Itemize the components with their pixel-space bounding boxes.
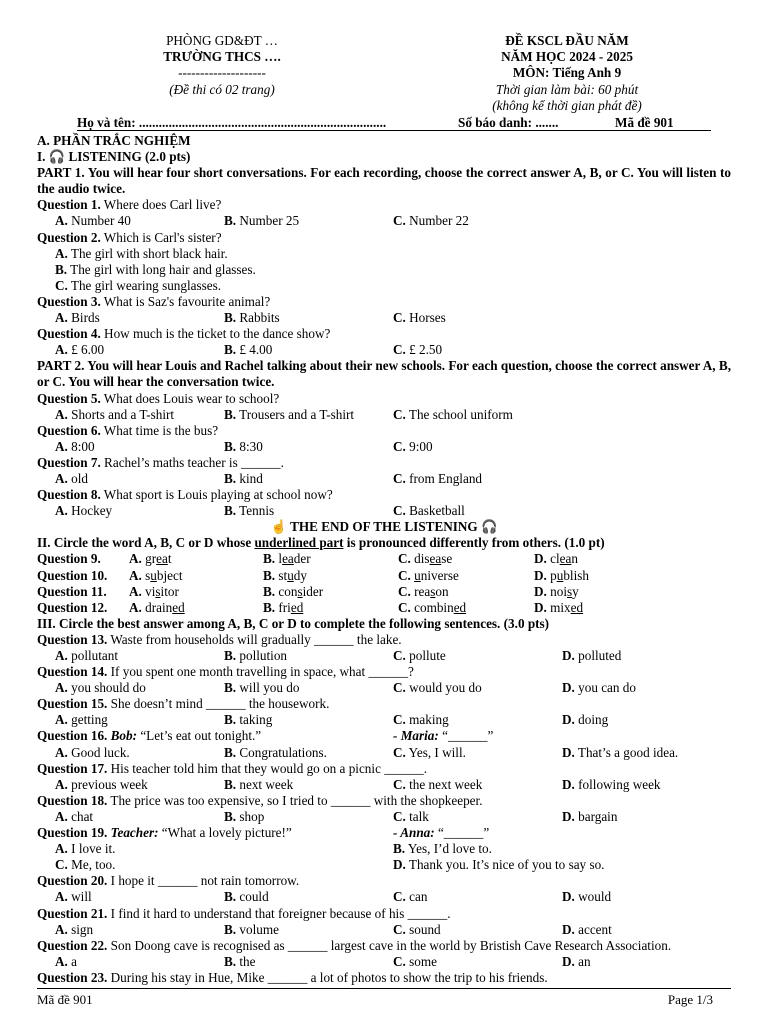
question-21: Question 21. I find it hard to understand that foreigner because of his ______. [37,905,451,921]
option-b[interactable]: B. kind [224,470,263,486]
option-c[interactable]: C. would you do [393,680,482,696]
option-c[interactable]: C. Number 22 [393,213,469,229]
underlined-sound: u [150,567,157,583]
question-22: Question 22. Son Doong cave is recognised as ______ largest cave in the world by Bristish Cave Research Association. [37,937,672,953]
underlined-sound: ea [559,551,572,567]
option-c[interactable]: C. can [393,889,428,905]
pronunciation-question: Question 11. A. visitor B. consider C. reason D. noisy [37,583,579,599]
option-a[interactable]: A. 8:00 [55,438,95,454]
option-a[interactable]: A. sign [55,921,94,937]
question-21-options [37,922,731,938]
question-23: Question 23. During his stay in Hue, Mike ______ a lot of photos to show the trip to his friends. [37,969,548,985]
option-a[interactable]: A. I love it. [55,841,116,857]
option-a[interactable]: A. Good luck. [55,744,130,760]
question-17-options [37,777,731,793]
question-19-options-cd [37,857,731,873]
header-rule [77,130,711,131]
part1-instruction: PART 1. You will hear four short conversations. For each recording, choose the correct answer A, B, or C. You will listen to the audio twice. [37,165,731,197]
option-a[interactable]: A. will [55,889,92,905]
option-a[interactable]: A. great [129,551,172,567]
question-2: Question 2. Which is Carl's sister? [37,229,222,245]
option-c[interactable]: C. sound [393,921,441,937]
option-d[interactable]: D. Thank you. It’s nice of you to say so. [393,857,605,873]
option-b[interactable]: B. consider [263,583,324,599]
option-c[interactable]: C. universe [398,567,459,583]
option-a[interactable]: A. chat [55,808,94,824]
question-14-options [37,680,731,696]
option-d[interactable]: D. doing [562,712,609,728]
end-of-listening: ☝️ THE END OF THE LISTENING 🎧 [270,519,498,535]
question-19-options-ab [37,841,731,857]
section-3-instruction: III. Circle the best answer among A, B, C or D to complete the following sentences. (3.0 pts) [37,615,550,631]
option-b[interactable]: B. leader [263,551,311,567]
option-c[interactable]: C. the next week [393,776,483,792]
option-c[interactable]: C. 9:00 [393,438,433,454]
exam-body [37,133,731,986]
option-a[interactable]: A. Hockey [55,503,113,519]
question-16: Question 16. Bob: “Let’s eat out tonight.” - Maria: “______” [37,728,494,744]
pronunciation-question: Question 10. A. subject B. study C. universe D. publish [37,567,589,583]
question-4-options [37,342,731,358]
question-20-options [37,889,731,905]
header-divider: -------------------- [178,65,266,80]
option-a[interactable]: A. visitor [129,583,179,599]
question-3: Question 3. What is Saz's favourite animal? [37,293,271,309]
time-limit: Thời gian làm bài: 60 phút [495,82,639,97]
exam-header [37,33,731,133]
option-a[interactable]: A. Birds [55,310,100,326]
option-d[interactable]: D. clean [534,551,578,567]
option-a[interactable]: A. £ 6.00 [55,342,105,358]
question-5-options [37,407,731,423]
option-d[interactable]: D. you can do [562,680,636,696]
option-d[interactable]: D. bargain [562,808,618,824]
option-c[interactable]: C. combined [398,599,467,615]
question-5: Question 5. What does Louis wear to school? [37,390,280,406]
option-c[interactable]: C. pollute [393,648,446,663]
pronunciation-question: Question 9. A. great B. leader C. disease D. clean [37,551,578,567]
question-3-options [37,310,731,326]
underlined-sound: u [556,567,564,583]
option-a[interactable]: A. a [55,953,77,969]
page-number: Page 1/3 [667,992,713,1007]
option-c[interactable]: C. reason [398,583,449,599]
name-field: Họ và tên: ........................................................................... [77,115,387,130]
question-1-options [37,213,731,229]
option-b[interactable]: B. Congratulations. [224,744,327,760]
question-4: Question 4. How much is the ticket to the dance show? [37,326,331,342]
exam-code: Mã đề 901 [615,115,674,130]
option-b[interactable]: B. study [263,567,307,583]
option-a[interactable]: A. drained [129,599,185,615]
option-c[interactable]: C. talk [393,808,429,824]
option-c[interactable]: C. The school uniform [393,406,513,422]
option-a[interactable]: A. Shorts and a T-shirt [55,406,175,422]
question-6-options [37,439,731,455]
option-b[interactable]: B. next week [224,776,294,792]
question-19: Question 19. Teacher: “What a lovely picture!” - Anna: “______” [37,825,490,841]
option-a[interactable]: A. subject [129,567,183,583]
question-7-options [37,471,731,487]
underlined-sound: ed [290,599,304,615]
subject: MÔN: Tiếng Anh 9 [512,65,622,80]
option-a[interactable]: A. you should do [55,680,146,696]
option-a[interactable]: A. The girl with short black hair. [55,245,228,261]
question-14: Question 14. If you spent one month travelling in space, what ______? [37,664,414,680]
option-a[interactable]: A. previous week [55,776,148,792]
option-c[interactable]: C. The girl wearing sunglasses. [55,277,222,293]
pronunciation-questions [37,551,731,615]
question-8-options [37,503,731,519]
question-16-options [37,745,731,761]
footer-exam-code: Mã đề 901 [37,992,93,1007]
option-a[interactable]: A. old [55,470,88,486]
school-name: TRƯỜNG THCS …. [163,49,281,64]
option-d[interactable]: D. That’s a good idea. [562,744,679,760]
page-count-note: (Đề thi có 02 trang) [169,82,275,97]
option-c[interactable]: C. Basketball [393,503,465,519]
option-b[interactable]: B. Number 25 [224,213,300,229]
option-b[interactable]: B. volume [224,921,279,937]
underlined-sound: ea [282,551,294,567]
option-b[interactable]: B. fried [263,599,304,615]
underlined-sound: s [297,583,303,599]
underlined-sound: ea [156,551,168,567]
question-13: Question 13. Waste from households will gradually ______ the lake. [37,631,402,647]
question-15-options [37,712,731,728]
option-b[interactable]: B. Trousers and a T-shirt [224,406,355,422]
option-c[interactable]: C. from England [393,470,483,486]
question-18: Question 18. The price was too expensive, so I tried to ______ with the shopkeeper. [37,792,483,808]
option-d[interactable]: D. mixed [534,599,584,615]
underlined-sound: ed [172,599,185,615]
time-note: (không kể thời gian phát đề) [492,98,642,113]
option-b[interactable]: B. shop [224,808,265,824]
option-b[interactable]: B. pollution [224,648,288,663]
option-b[interactable]: B. Rabbits [224,310,280,326]
option-d[interactable]: D. an [562,953,591,969]
question-8: Question 8. What sport is Louis playing at school now? [37,487,333,503]
question-1: Question 1. Where does Carl live? [37,197,222,213]
question-7: Question 7. Rachel’s maths teacher is ______. [37,454,284,470]
option-d[interactable]: D. publish [534,567,589,583]
pronunciation-question: Question 12. A. drained B. fried C. combined D. mixed [37,599,584,615]
option-b[interactable]: B. Tennis [224,503,275,519]
option-d[interactable]: D. polluted [562,648,622,663]
underlined-sound: ea [429,551,442,567]
option-c[interactable]: C. Yes, I will. [393,744,466,760]
candidate-number-field: Số báo danh: ....... [458,115,559,130]
underlined-sound: u [414,567,421,583]
option-a[interactable]: A. getting [55,712,108,728]
underlined-sound: ed [453,599,467,615]
question-17: Question 17. His teacher told him that they would go on a picnic ______. [37,760,428,776]
underlined-sound: u [287,567,294,583]
option-b[interactable]: B. £ 4.00 [224,342,273,358]
question-15: Question 15. She doesn’t mind ______ the housework. [37,696,330,712]
option-c[interactable]: C. Horses [393,310,446,326]
option-b[interactable]: B. Yes, I’d love to. [393,841,492,857]
option-b[interactable]: B. The girl with long hair and glasses. [55,261,256,277]
option-c[interactable]: C. some [393,953,437,969]
option-d[interactable]: D. accent [562,921,612,937]
question-13-options [37,648,731,664]
option-a[interactable]: A. pollutant [55,648,119,663]
school-year: NĂM HỌC 2024 - 2025 [501,49,633,64]
section-2-instruction: II. Circle the word A, B, C or D whose underlined part is pronounced differently from others. (1.0 pt) [37,535,605,551]
underlined-sound: s [155,583,161,599]
option-c[interactable]: C. Me, too. [55,857,116,873]
option-c[interactable]: C. £ 2.50 [393,342,443,358]
option-b[interactable]: B. will you do [224,680,300,696]
option-b[interactable]: B. taking [224,712,273,728]
option-b[interactable]: B. 8:30 [224,438,263,454]
option-d[interactable]: D. would [562,889,612,905]
exam-title: ĐỀ KSCL ĐẦU NĂM [505,33,629,48]
part2-instruction: PART 2. You will hear Louis and Rachel talking about their new schools. For each question, choose the correct answer A, B, or C. You will hear the conversation twice. [37,358,731,390]
question-18-options [37,809,731,825]
page-footer [37,988,731,1007]
section-a-title: A. PHẦN TRẮC NGHIỆM [37,133,191,148]
option-d[interactable]: D. noisy [534,583,579,599]
listening-title: I. 🎧 LISTENING (2.0 pts) [37,149,191,165]
question-6: Question 6. What time is the bus? [37,422,219,438]
question-22-options [37,954,731,970]
option-a[interactable]: A. Number 40 [55,213,131,229]
option-c[interactable]: C. making [393,712,449,728]
option-b[interactable]: B. could [224,889,269,905]
option-d[interactable]: D. following week [562,776,661,792]
option-b[interactable]: B. the [224,953,256,969]
option-c[interactable]: C. disease [398,551,453,567]
underlined-sound: s [566,583,573,599]
underlined-sound: s [430,583,436,599]
question-20: Question 20. I hope it ______ not rain tomorrow. [37,873,300,889]
underlined-sound: ed [570,599,584,615]
department-name: PHÒNG GD&ĐT … [166,33,278,48]
